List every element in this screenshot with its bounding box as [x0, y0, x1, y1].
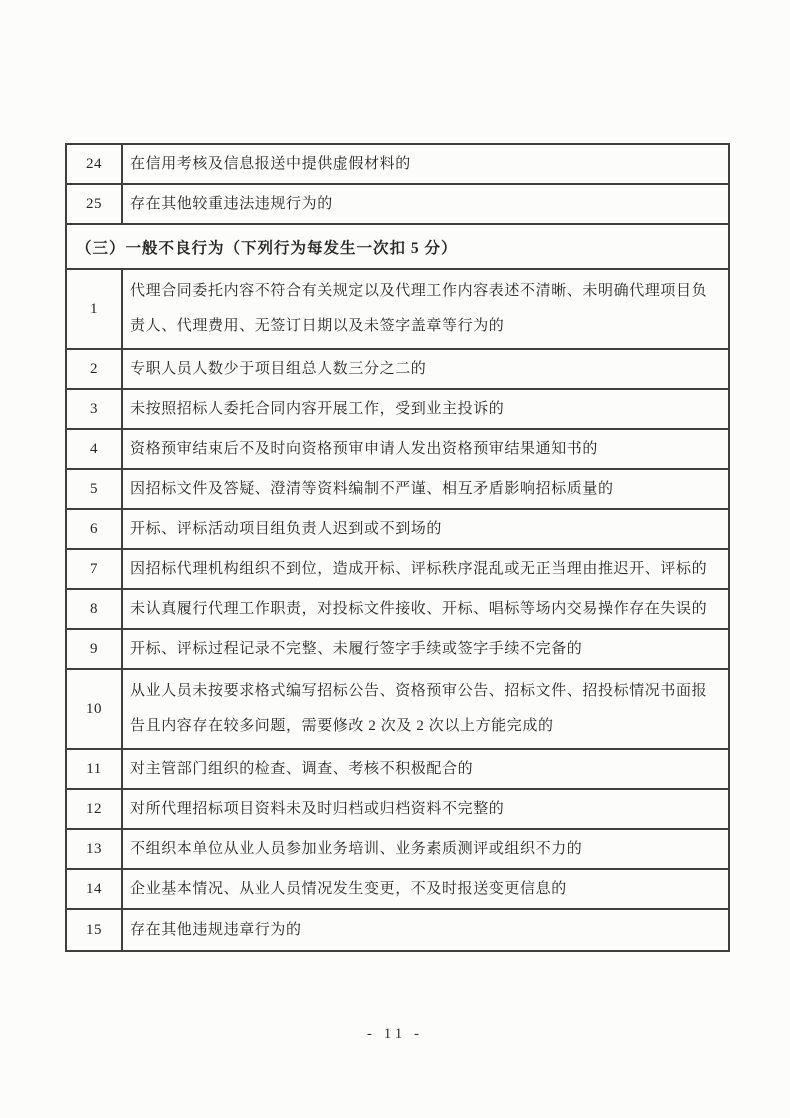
- row-number: 4: [67, 430, 123, 468]
- row-text: 从业人员未按要求格式编写招标公告、资格预审公告、招标文件、招投标情况书面报告且内容存在较多问题，需要修改 2 次及 2 次以上方能完成的: [130, 683, 708, 734]
- row-number: 5: [67, 470, 123, 508]
- section-header-row: [67, 225, 728, 270]
- row-text: 对所代理招标项目资料未及时归档或归档资料不完整的: [130, 801, 505, 817]
- table-row: [67, 670, 728, 750]
- row-text: 因招标代理机构组织不到位，造成开标、评标秩序混乱或无正当理由推迟开、评标的: [130, 561, 708, 577]
- table-row: [67, 145, 728, 185]
- table-row: [67, 390, 728, 430]
- row-number: 8: [67, 590, 123, 628]
- table-row: [67, 430, 728, 470]
- row-number: 1: [67, 270, 123, 348]
- row-text: 存在其他违规违章行为的: [130, 922, 302, 938]
- row-number: 24: [67, 145, 123, 183]
- row-number: 6: [67, 510, 123, 548]
- row-number: 14: [67, 870, 123, 908]
- row-number: 9: [67, 630, 123, 668]
- row-number: 12: [67, 790, 123, 828]
- row-text: 开标、评标过程记录不完整、未履行签字手续或签字手续不完备的: [130, 641, 583, 657]
- table-row: [67, 590, 728, 630]
- row-text: 开标、评标活动项目组负责人迟到或不到场的: [130, 521, 443, 537]
- row-number: 25: [67, 185, 123, 223]
- row-text: 因招标文件及答疑、澄清等资料编制不严谨、相互矛盾影响招标质量的: [130, 481, 614, 497]
- table-row: [67, 270, 728, 350]
- table-row: [67, 790, 728, 830]
- row-text: 代理合同委托内容不符合有关规定以及代理工作内容表述不清晰、未明确代理项目负责人、代理费用、无签订日期以及未签字盖章等行为的: [130, 283, 708, 334]
- table-row: [67, 910, 728, 950]
- table-row: [67, 350, 728, 390]
- row-text: 专职人员人数少于项目组总人数三分之二的: [130, 361, 427, 377]
- table-row: [67, 750, 728, 790]
- row-number: 15: [67, 910, 123, 950]
- table-row: [67, 630, 728, 670]
- row-number: 7: [67, 550, 123, 588]
- row-number: 10: [67, 670, 123, 748]
- page-number: - 11 -: [367, 1026, 423, 1042]
- row-text: 对主管部门组织的检查、调查、考核不积极配合的: [130, 761, 474, 777]
- row-number: 3: [67, 390, 123, 428]
- row-text: 资格预审结束后不及时向资格预审申请人发出资格预审结果通知书的: [130, 441, 599, 457]
- row-text: 未认真履行代理工作职责，对投标文件接收、开标、唱标等场内交易操作存在失误的: [130, 601, 708, 617]
- section-header-title: （三）一般不良行为（下列行为每发生一次扣 5 分）: [76, 239, 458, 257]
- table-row: [67, 185, 728, 225]
- row-text: 存在其他较重违法违规行为的: [130, 196, 333, 212]
- row-text: 企业基本情况、从业人员情况发生变更，不及时报送变更信息的: [130, 881, 567, 897]
- table-row: [67, 470, 728, 510]
- violations-table: [65, 143, 730, 952]
- row-text: 未按照招标人委托合同内容开展工作，受到业主投诉的: [130, 401, 505, 417]
- row-number: 13: [67, 830, 123, 868]
- table-row: [67, 510, 728, 550]
- row-text: 不组织本单位从业人员参加业务培训、业务素质测评或组织不力的: [130, 841, 583, 857]
- row-number: 2: [67, 350, 123, 388]
- table-row: [67, 550, 728, 590]
- table-row: [67, 870, 728, 910]
- table-row: [67, 830, 728, 870]
- row-text: 在信用考核及信息报送中提供虚假材料的: [130, 156, 411, 172]
- row-number: 11: [67, 750, 123, 788]
